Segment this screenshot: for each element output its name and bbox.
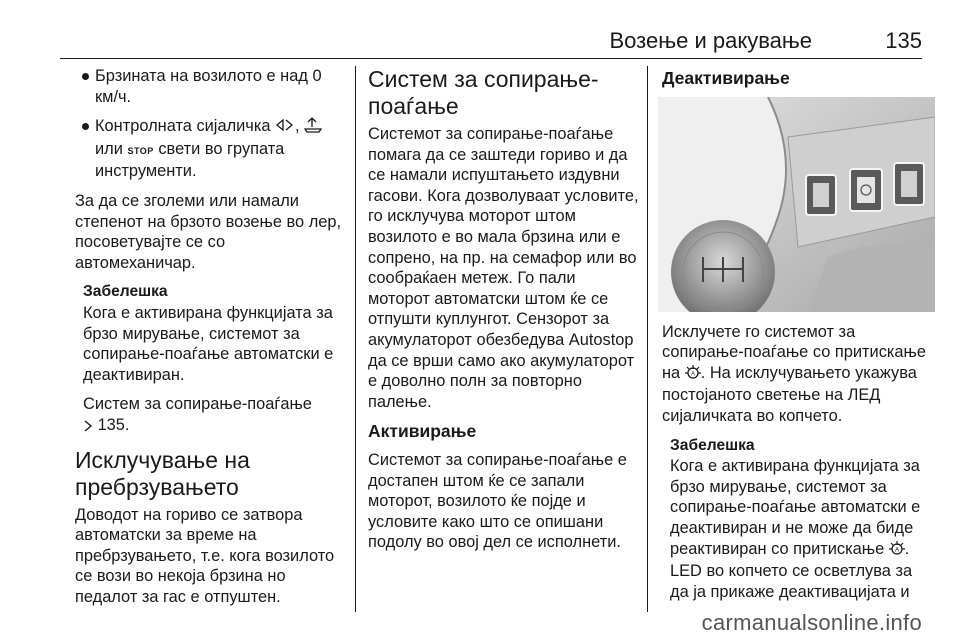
paragraph: Системот за сопирање-поаѓање е достапен штом ќе се запали моторот, возилото ќе појде и условите како што се опишани подолу во овој дел се исполнети.	[368, 450, 627, 552]
bullet-text: Брзината на возилото е над 0 км/ч.	[95, 67, 322, 106]
note-heading: Забелешка	[83, 283, 168, 301]
section-title: Возење и ракување	[609, 28, 812, 53]
bullet-dot	[82, 123, 89, 130]
header-divider	[60, 58, 922, 59]
note-reference	[83, 394, 347, 437]
paragraph-text: . На исклучувањето укажува постојаното светење на ЛЕД сијаличката во копчето.	[662, 363, 917, 425]
watermark: carmanualsonline.info	[701, 610, 922, 635]
stop-start-icon	[685, 365, 701, 386]
gear-shift-indicator-icon	[275, 117, 295, 139]
subsection-heading: Деактивирање	[662, 68, 790, 88]
note-heading: Забелешка	[670, 436, 755, 454]
note-text-part: Кога е активирана функцијата за брзо мирување, системот за сопирање-поаѓање автоматски е деактивиран и не може да биде реактивиран со притискање	[670, 457, 921, 558]
page-reference-icon	[83, 417, 93, 438]
eco-car-icon	[304, 117, 322, 139]
list-item	[75, 66, 347, 107]
paragraph-text: Исклучете го системот за сопирање-поаѓање со притискање на	[662, 322, 926, 382]
page-header	[60, 22, 922, 58]
connector-text: или	[95, 139, 123, 158]
dashboard-button-photo	[658, 97, 935, 312]
bullet-dot	[82, 73, 89, 80]
column-right	[662, 66, 934, 611]
column-middle	[368, 66, 640, 562]
paragraph	[662, 322, 934, 427]
paragraph: Системот за сопирање-поаѓање помага да се заштеди гориво и да се намали испуштањето издувни гасови. Кога дозволуваат условите, го исклучува моторот штом возилото е во мала брзина или е сопрено, на пр. на семафор или во сообраќаен метеж. Го пали моторот автоматски штом ќе се отпушти куплунгот. Сензорот за акумулаторот обезбедува Autostop да се врши само ако акумулаторот е доволно полн за повторно палење.	[368, 125, 639, 411]
note-text: Кога е активирана функцијата за брзо мирување, системот за сопирање-поаѓање автоматски е деактивиран.	[83, 303, 334, 384]
note-text-part: . LED во копчето се осветлува за да ја прикаже деактивацијата и	[670, 539, 913, 601]
note-block	[75, 282, 347, 437]
subsection-heading: Активирање	[368, 421, 477, 442]
reference-text: Систем за сопирање-поаѓање	[83, 395, 312, 414]
section-heading: Систем за сопирање-поаѓање	[368, 66, 599, 119]
section-heading: Исклучување на пребрзувањето	[75, 446, 250, 500]
bullet-text: Контролната сијаличка	[95, 117, 271, 136]
paragraph: За да се зголеми или намали степенот на брзото возење во лер, посоветувајте се со автомеханичар.	[75, 191, 342, 272]
paragraph: Доводот на гориво се затвора автоматски за време на пребрзувањето, т.е. кога возилото се вози во некоја брзина но педалот за гас е отпуштен.	[75, 505, 335, 606]
column-left	[75, 66, 347, 616]
note-block	[662, 436, 934, 603]
stop-label: STOP	[127, 145, 154, 156]
svg-text:A: A	[690, 371, 695, 378]
svg-text:A: A	[894, 547, 899, 554]
reference-page: 135.	[97, 415, 130, 434]
stop-start-icon	[889, 541, 905, 562]
list-item: Контролната сијаличка , или STOP свети во групата инструменти.	[75, 116, 347, 182]
column-divider	[647, 66, 648, 612]
note-text	[670, 456, 934, 602]
column-divider	[355, 66, 356, 612]
page-number: 135	[885, 28, 922, 53]
bullet-text: свети во групата инструменти.	[95, 139, 285, 181]
